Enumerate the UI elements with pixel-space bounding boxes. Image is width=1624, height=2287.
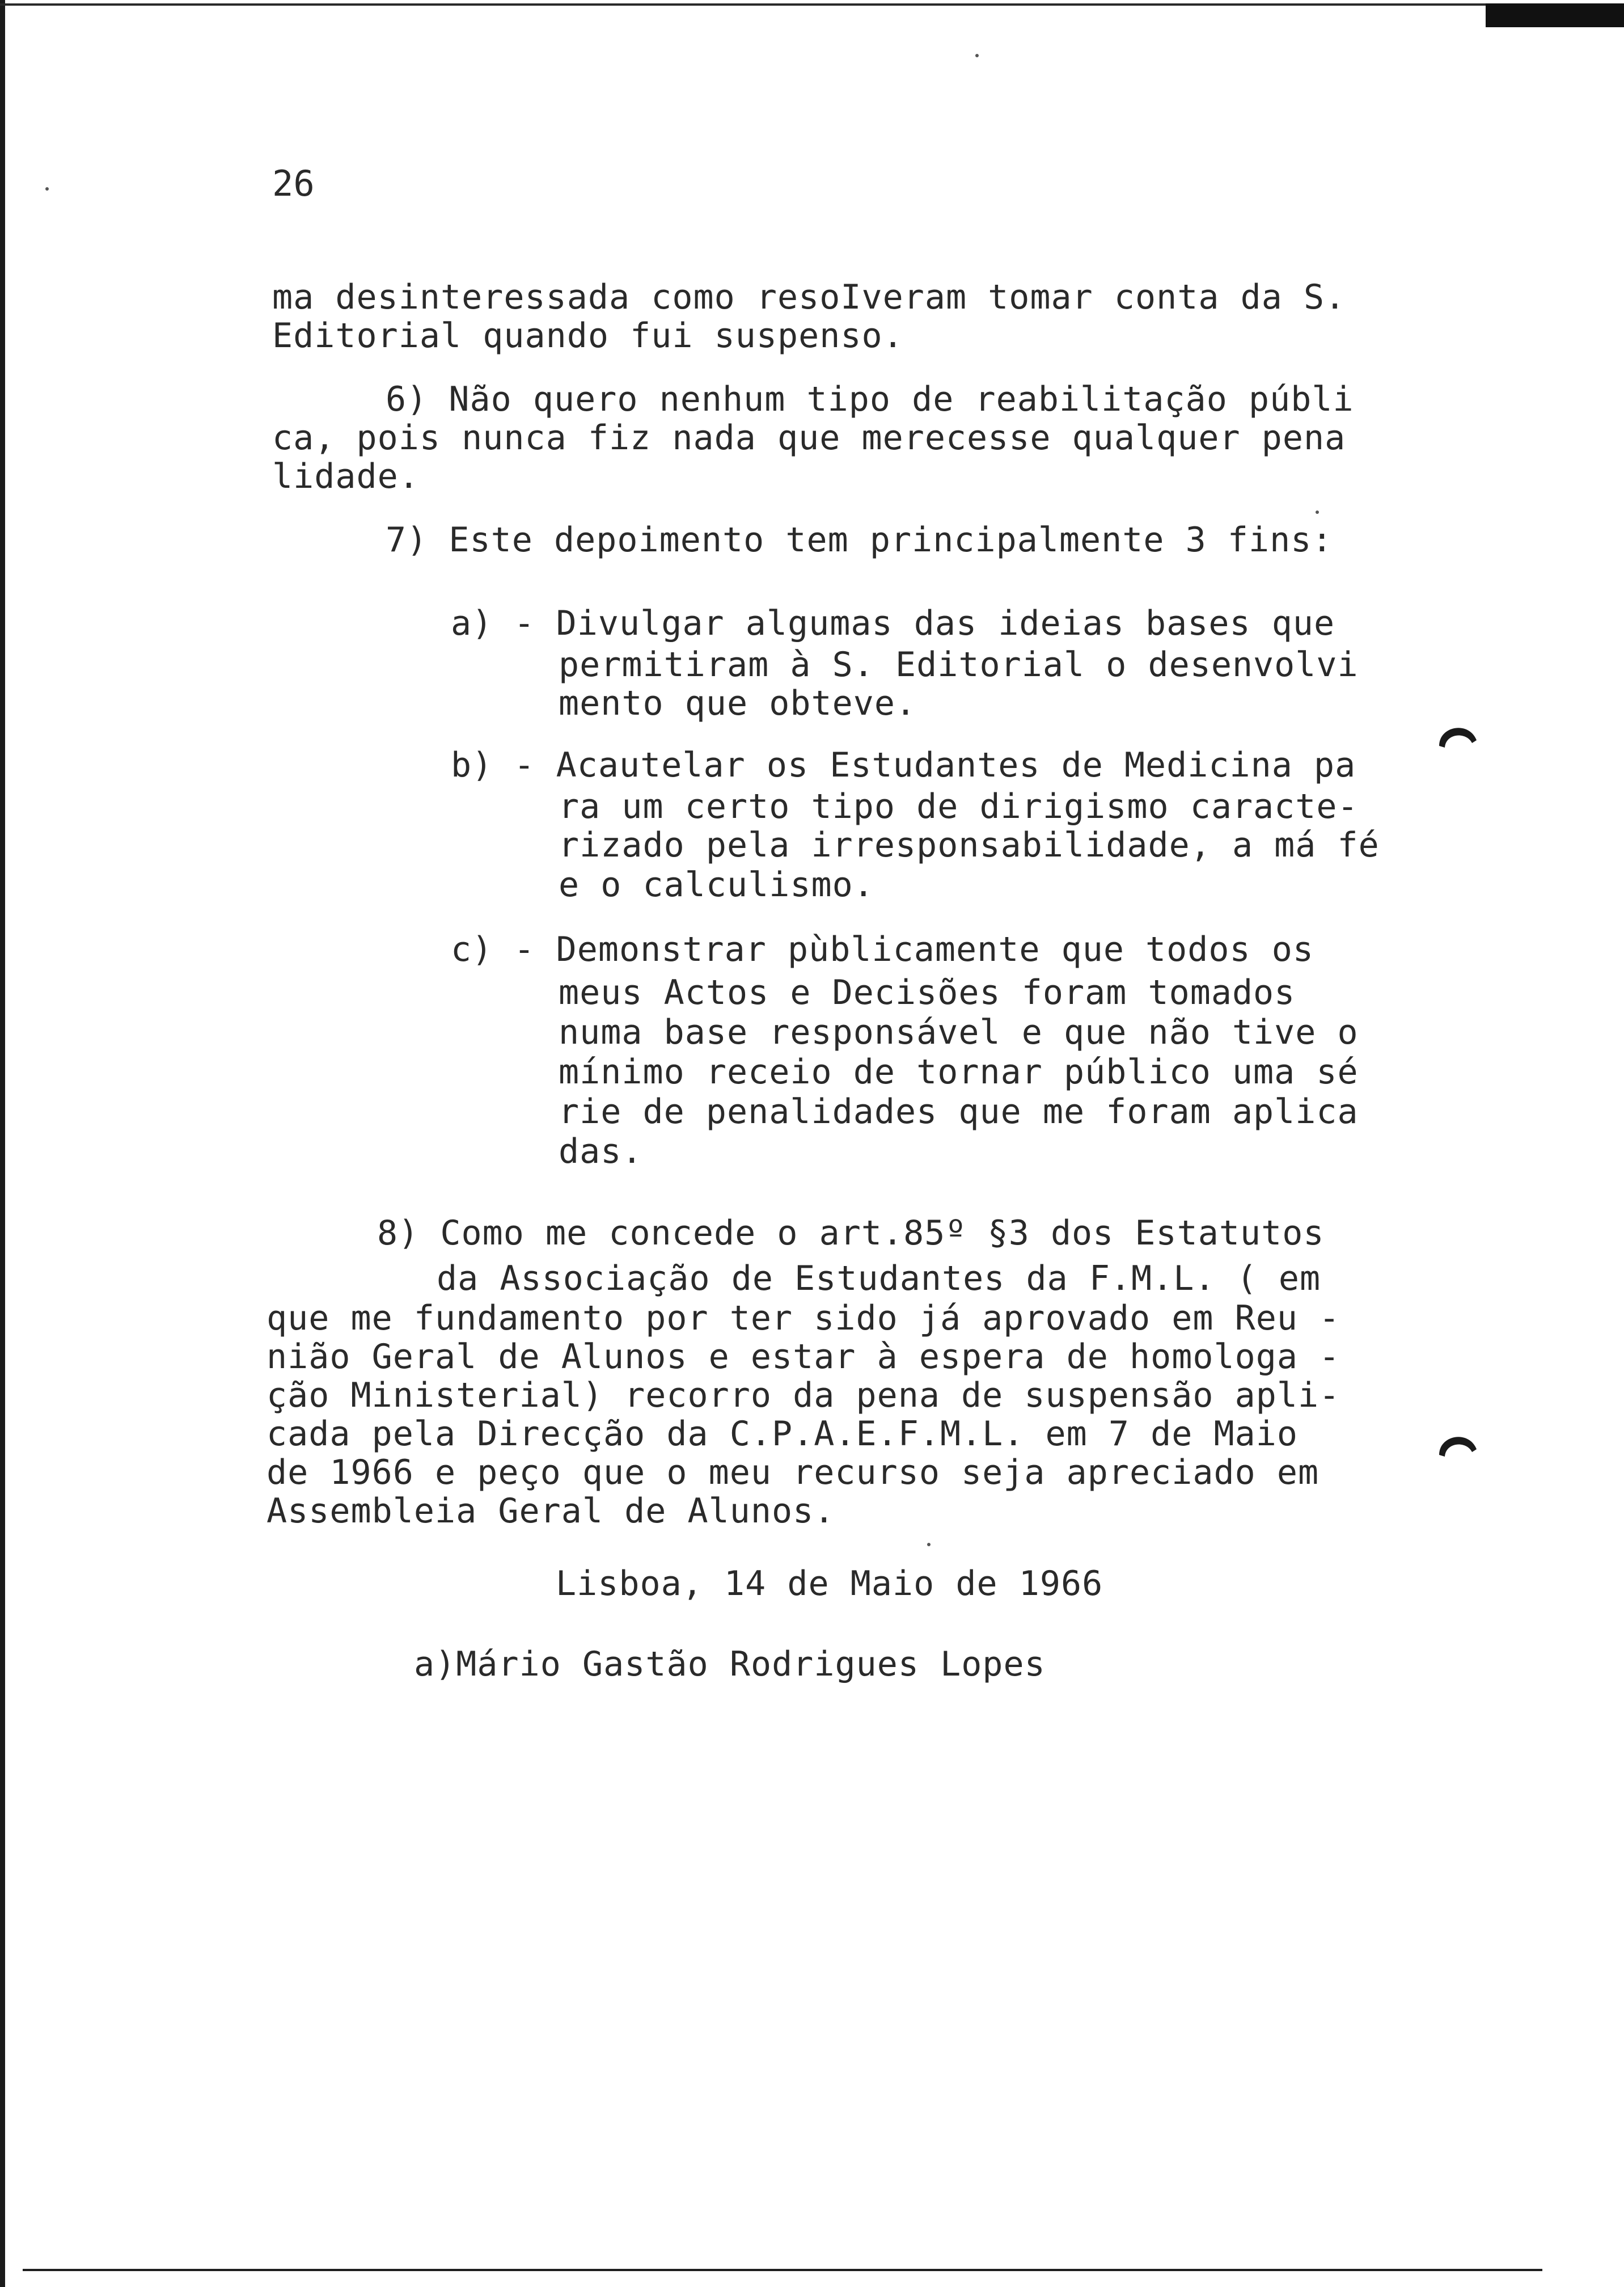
punch-hole-icon	[1435, 1424, 1480, 1469]
text-line: mínimo receio de tornar público uma sé	[559, 1052, 1359, 1092]
text-line: de 1966 e peço que o meu recurso seja apreciado em	[267, 1453, 1320, 1492]
text-line: Assembleia Geral de Alunos.	[267, 1491, 835, 1531]
text-line: 8) Como me concede o art.85º §3 dos Estatutos	[377, 1213, 1325, 1253]
text-line: rie de penalidades que me foram aplica	[559, 1092, 1359, 1132]
scan-speck	[927, 1543, 931, 1546]
text-line: 6) Não quero nenhum tipo de reabilitação públi	[386, 379, 1354, 419]
text-line: mento que obteve.	[559, 683, 917, 723]
bottom-rule	[23, 2269, 1542, 2271]
text-line: das.	[559, 1132, 643, 1171]
text-line: 7) Este depoimento tem principalmente 3 fins:	[386, 520, 1333, 560]
text-line: da Associação de Estudantes da F.M.L. ( em	[437, 1259, 1321, 1298]
scan-speck	[45, 187, 49, 191]
page-left-edge	[0, 0, 5, 2287]
text-line: rizado pela irresponsabilidade, a má fé	[559, 825, 1380, 865]
scan-speck	[975, 54, 979, 57]
text-line: e o calculismo.	[559, 865, 874, 905]
date-line: Lisboa, 14 de Maio de 1966	[556, 1564, 1103, 1604]
text-line: permitiram à S. Editorial o desenvolvi	[559, 645, 1359, 685]
text-line: ra um certo tipo de dirigismo caracte-	[559, 787, 1359, 826]
text-line: numa base responsável e que não tive o	[559, 1012, 1359, 1052]
text-line: nião Geral de Alunos e estar à espera de homologa -	[267, 1337, 1340, 1377]
text-line: meus Actos e Decisões foram tomados	[559, 973, 1296, 1012]
text-line: lidade.	[272, 457, 420, 496]
text-line: ma desinteressada como resoIveram tomar conta da S.	[272, 277, 1346, 317]
scan-speck	[1316, 510, 1319, 514]
page-number: 26	[272, 163, 315, 204]
text-line: ca, pois nunca fiz nada que merecesse qualquer pena	[272, 418, 1346, 458]
text-line: cada pela Direcção da C.P.A.E.F.M.L. em 7 de Maio	[267, 1414, 1299, 1454]
list-item: c) - Demonstrar pùblicamente que todos os	[451, 930, 1314, 969]
list-item: a) - Divulgar algumas das ideias bases que	[451, 604, 1335, 643]
punch-hole-icon	[1435, 715, 1480, 760]
list-item: b) - Acautelar os Estudantes de Medicina pa	[451, 745, 1356, 785]
page-top-corner-shadow	[1486, 3, 1624, 27]
signature-line: a)Mário Gastão Rodrigues Lopes	[414, 1644, 1046, 1684]
text-line: que me fundamento por ter sido já aprovado em Reu -	[267, 1298, 1340, 1338]
page-top-edge	[0, 3, 1624, 6]
text-line: Editorial quando fui suspenso.	[272, 316, 904, 356]
text-line: ção Ministerial) recorro da pena de suspensão apli-	[267, 1375, 1340, 1415]
